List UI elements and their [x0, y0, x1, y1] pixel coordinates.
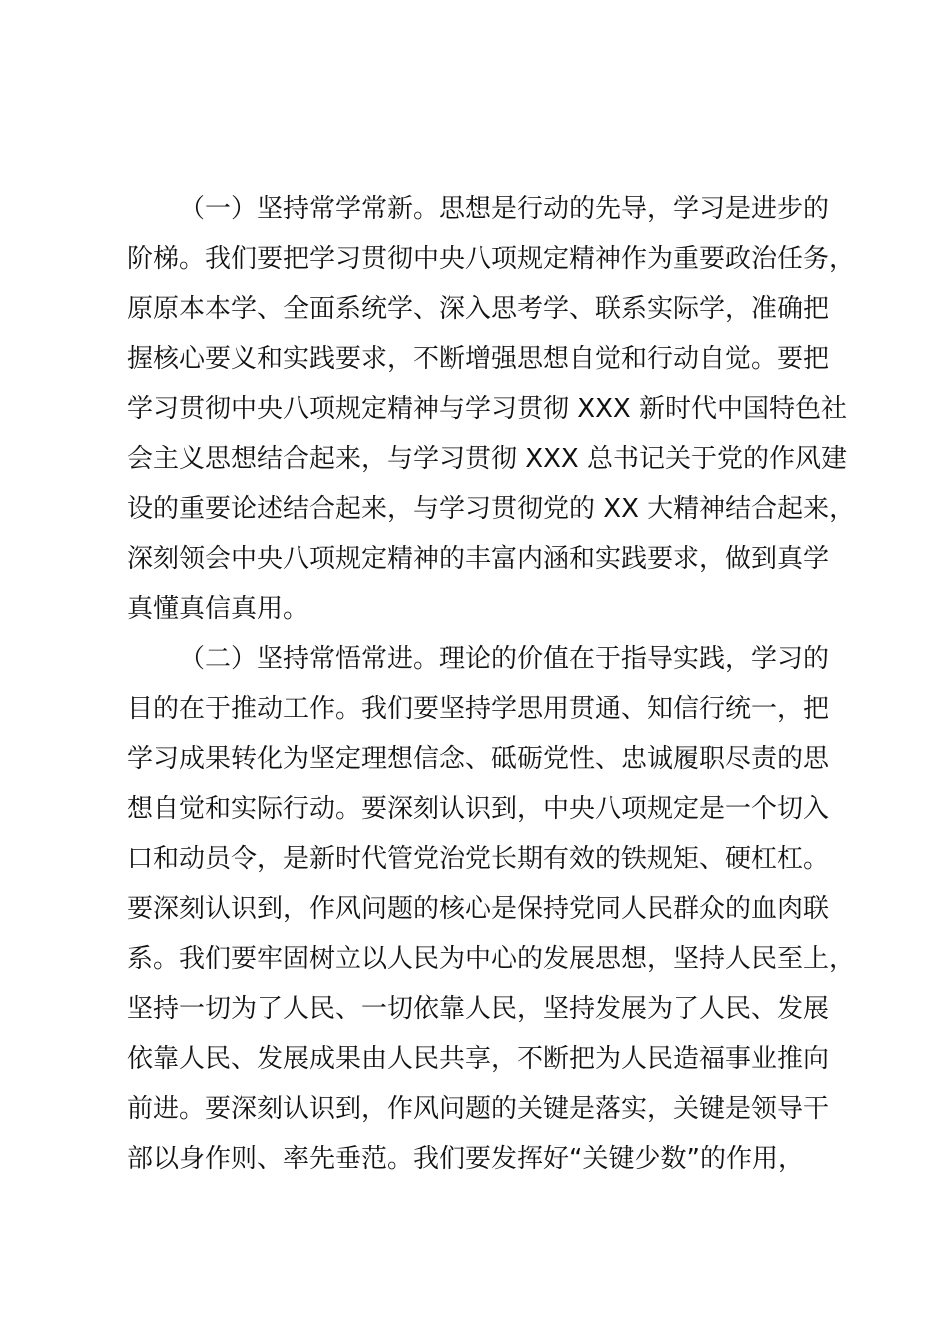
paragraph-1: [127, 184, 867, 634]
paragraph-line: 设的重要论述结合起来，与学习贯彻党的 XX 大精神结合起来，: [127, 494, 856, 524]
paragraph-line: （一）坚持常学常新。思想是行动的先导，学习是进步的: [179, 194, 830, 224]
paragraph-line: 口和动员令，是新时代管党治党长期有效的铁规矩、硬杠杠。: [127, 844, 830, 874]
paragraph-line: 真懂真信真用。: [127, 594, 310, 624]
paragraph-line: 握核心要义和实践要求，不断增强思想自觉和行动自觉。要把: [127, 344, 830, 374]
paragraph-line: 坚持一切为了人民、一切依靠人民，坚持发展为了人民、发展: [127, 994, 830, 1024]
paragraph-line: 深刻领会中央八项规定精神的丰富内涵和实践要求，做到真学: [127, 544, 830, 574]
paragraph-line: 会主义思想结合起来，与学习贯彻 XXX 总书记关于党的作风建: [127, 444, 847, 474]
paragraph-line: 要深刻认识到，作风问题的核心是保持党同人民群众的血肉联: [127, 894, 830, 924]
paragraph-line: 原原本本学、全面系统学、深入思考学、联系实际学，准确把: [127, 294, 830, 324]
paragraph-line: 想自觉和实际行动。要深刻认识到，中央八项规定是一个切入: [127, 794, 830, 824]
paragraph-line: 部以身作则、率先垂范。我们要发挥好“关键少数”的作用，: [127, 1144, 804, 1174]
paragraph-2: [127, 634, 867, 1184]
paragraph-line: 学习贯彻中央八项规定精神与学习贯彻 XXX 新时代中国特色社: [127, 394, 847, 424]
paragraph-line: 系。我们要牢固树立以人民为中心的发展思想，坚持人民至上，: [127, 944, 856, 974]
paragraph-line: 学习成果转化为坚定理想信念、砥砺党性、忠诚履职尽责的思: [127, 744, 830, 774]
paragraph-line: 依靠人民、发展成果由人民共享，不断把为人民造福事业推向: [127, 1044, 830, 1074]
document-body: [127, 184, 867, 1184]
paragraph-line: （二）坚持常悟常进。理论的价值在于指导实践，学习的: [179, 644, 830, 674]
paragraph-line: 前进。要深刻认识到，作风问题的关键是落实，关键是领导干: [127, 1094, 830, 1124]
paragraph-line: 阶梯。我们要把学习贯彻中央八项规定精神作为重要政治任务，: [127, 244, 856, 274]
paragraph-line: 目的在于推动工作。我们要坚持学思用贯通、知信行统一，把: [127, 694, 830, 724]
